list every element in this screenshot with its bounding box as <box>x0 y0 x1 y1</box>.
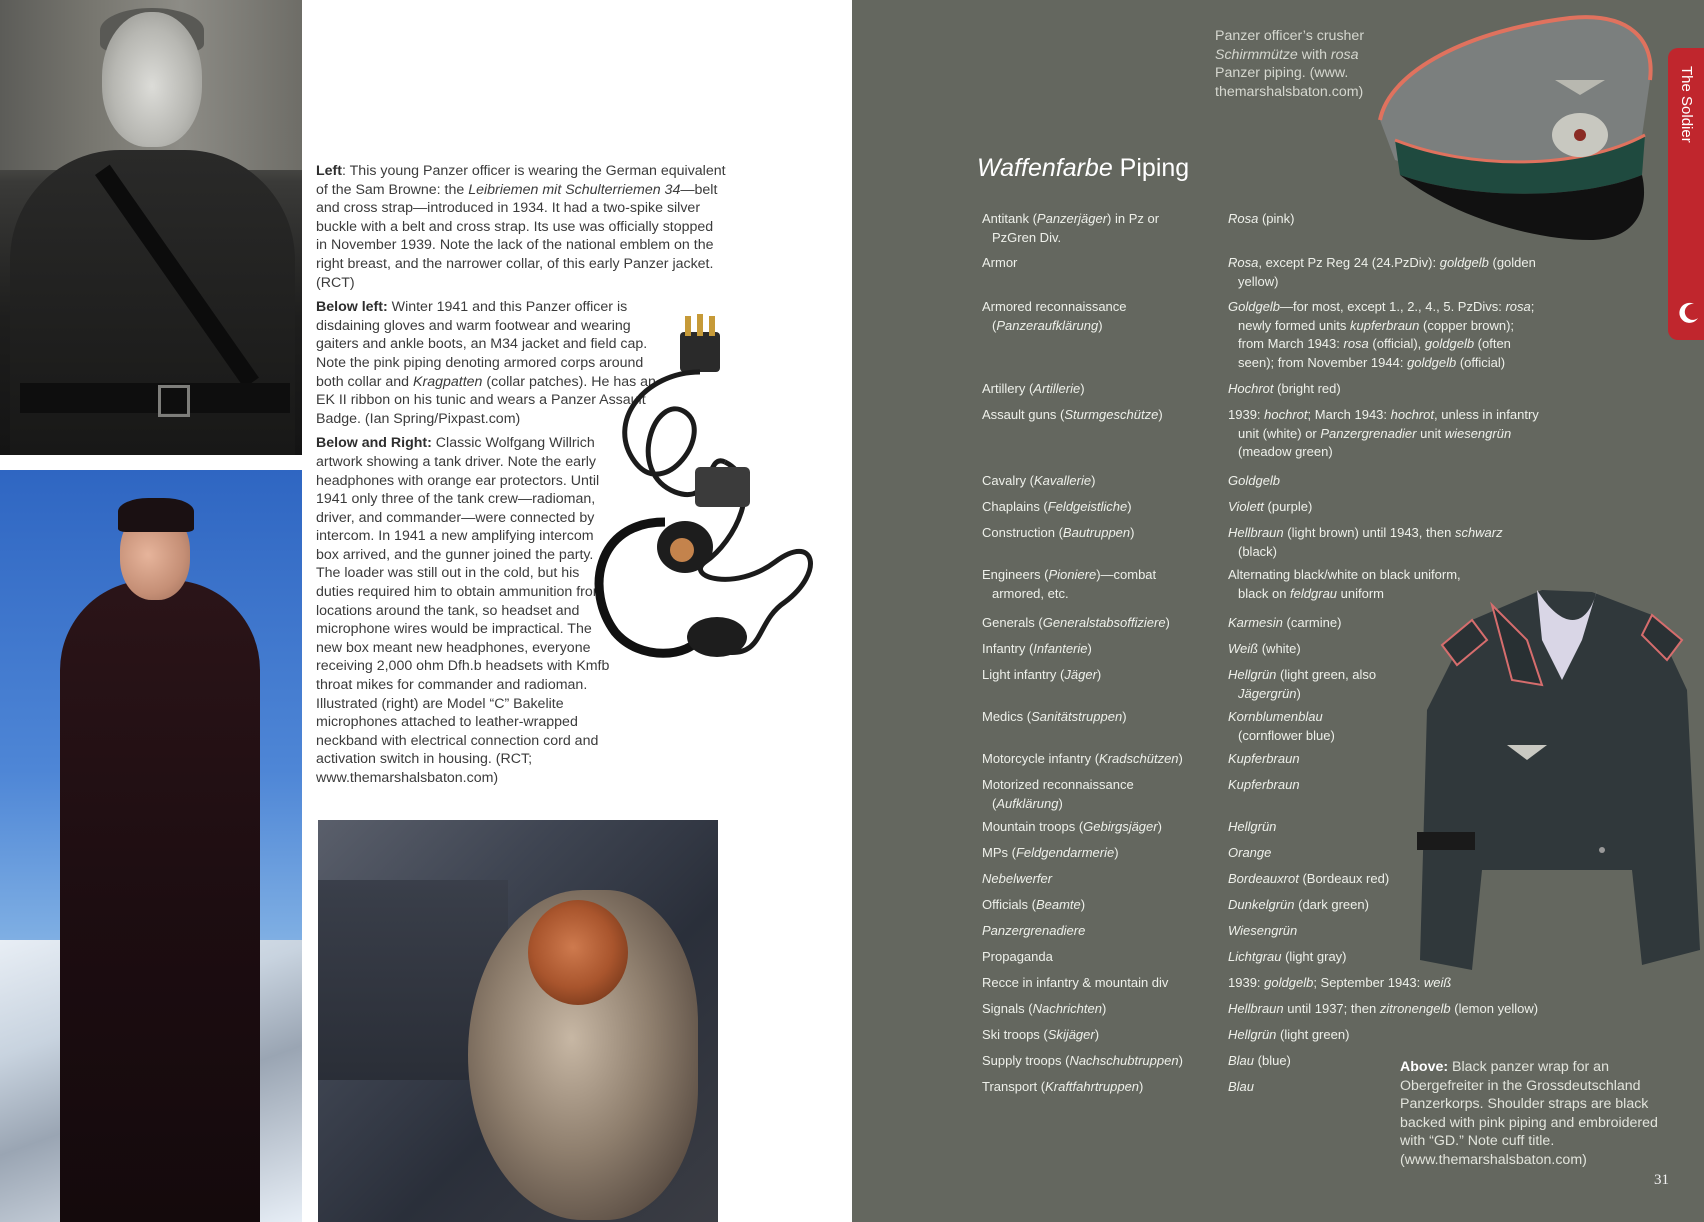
right-page <box>852 0 1704 1222</box>
piping-color: Rosa (pink) <box>1228 211 1295 226</box>
piping-color: Hellgrün (light green, also Jägergrün) <box>1228 667 1377 701</box>
piping-unit: Infantry (Infanterie) <box>982 641 1092 656</box>
piping-color: Goldgelb <box>1228 473 1281 488</box>
winter-officer-photo <box>0 470 302 1222</box>
piping-color: Karmesin (carmine) <box>1228 615 1342 630</box>
piping-color: Kupferbraun <box>1228 777 1300 792</box>
panzer-officer-photo <box>0 0 302 455</box>
piping-color: Hellbraun until 1937; then zitronengelb (lemon yellow) <box>1228 1001 1539 1016</box>
caption-left: Left: This young Panzer officer is wearing the German equivalent of the Sam Browne: the Leibriemen mit Schulterriemen 34—belt and cross strap—introduced in 1934. It had a two-spike silver buckle with a belt and cross strap. Its use was officially stopped in November 1939. Note the lack of the national emblem on the right breast, and the narrower collar, of this early Panzer jacket. (RCT) <box>316 163 726 291</box>
piping-color: Hellbraun (light brown) until 1943, then schwarz (black) <box>1228 525 1503 559</box>
piping-unit: Cavalry (Kavallerie) <box>982 473 1096 488</box>
piping-unit: Nebelwerfer <box>982 871 1053 886</box>
piping-unit: Ski troops (Skijäger) <box>982 1027 1100 1042</box>
piping-color: Kupferbraun <box>1228 751 1300 766</box>
piping-color: Alternating black/white on black uniform, black on feldgrau uniform <box>1228 567 1461 601</box>
piping-color: Rosa, except Pz Reg 24 (24.PzDiv): goldgelb (golden yellow) <box>1228 255 1536 289</box>
piping-color: Hellgrün <box>1228 819 1277 834</box>
piping-color: Hellgrün (light green) <box>1228 1027 1350 1042</box>
jacket-caption: Above: Black panzer wrap for an Obergefreiter in the Grossdeutschland Panzerkorps. Shoulder straps are black backed with pink piping and embroidered with “GD.” Note cuff title. (www.themarshalsbaton.com) <box>1400 1059 1658 1168</box>
piping-unit: Armor <box>982 255 1018 270</box>
piping-unit: Artillery (Artillerie) <box>982 381 1085 396</box>
piping-color: Kornblumenblau (cornflower blue) <box>1228 709 1335 743</box>
section-tab-label: The Soldier <box>1678 66 1695 143</box>
piping-color: Blau (blue) <box>1228 1053 1291 1068</box>
moon-icon <box>1676 300 1702 326</box>
section-title: Waffenfarbe Piping <box>977 154 1190 182</box>
piping-color: Blau <box>1228 1079 1255 1094</box>
piping-unit: Mountain troops (Gebirgsjäger) <box>982 819 1162 834</box>
willrich-tank-driver-painting <box>318 820 718 1222</box>
piping-unit: Propaganda <box>982 949 1053 964</box>
piping-color: Violett (purple) <box>1228 499 1313 514</box>
piping-color: Hochrot (bright red) <box>1228 381 1341 396</box>
piping-color: Goldgelb—for most, except 1., 2., 4., 5. PzDivs: rosa; newly formed units kupferbraun (copper brown); from March 1943: rosa (official), goldgelb (often seen); from November 1944: goldgelb (official) <box>1228 299 1535 370</box>
piping-color: Weiß (white) <box>1228 641 1301 656</box>
piping-unit: Light infantry (Jäger) <box>982 667 1102 682</box>
piping-unit: Assault guns (Sturmgeschütze) <box>982 407 1163 422</box>
piping-unit: Panzergrenadiere <box>982 923 1086 938</box>
panzer-wrap-jacket-image <box>1412 570 1702 975</box>
piping-unit: Officials (Beamte) <box>982 897 1086 912</box>
piping-unit: Chaplains (Feldgeistliche) <box>982 499 1132 514</box>
piping-color: 1939: hochrot; March 1943: hochrot, unless in infantry unit (white) or Panzergrenadier unit wiesengrün (meadow green) <box>1228 407 1539 459</box>
piping-color: Lichtgrau (light gray) <box>1228 949 1347 964</box>
headphones-microphone-image <box>585 312 835 697</box>
piping-unit: Recce in infantry & mountain div <box>982 975 1169 990</box>
piping-unit: MPs (Feldgendarmerie) <box>982 845 1119 860</box>
caption-below-right: Below and Right: Classic Wolfgang Willrich artwork showing a tank driver. Note the early headphones with orange ear protectors. Until 1941 only three of the tank crew—radioman, driver, and commander—were connected by intercom. In 1941 a new amplifying intercom box arrived, and the gunner joined the party. The loader was still out in the cold, but his duties required him to obtain ammunition from locations around the tank, so headset and microphone wires would be impractical. The new box meant new headphones, everyone receiving 2,000 ohm Dfh.b headsets with Kmfb throat mikes for commander and radioman. Illustrated (right) are Model “C” Bakelite microphones attached to leather-wrapped neckband with electrical connection cord and activation switch in housing. (RCT; www.themarshalsbaton.com) <box>316 435 610 786</box>
piping-unit: Engineers (Pioniere)—combat armored, etc. <box>982 567 1157 601</box>
piping-color: Orange <box>1228 845 1272 860</box>
piping-unit: Supply troops (Nachschubtruppen) <box>982 1053 1183 1068</box>
cap-caption: Panzer officer’s crusher Schirmmütze with rosa Panzer piping. (www. themarshalsbaton.com) <box>1215 28 1365 100</box>
piping-color: Bordeauxrot (Bordeaux red) <box>1228 871 1390 886</box>
piping-unit: Signals (Nachrichten) <box>982 1001 1107 1016</box>
piping-unit: Transport (Kraftfahrtruppen) <box>982 1079 1144 1094</box>
piping-unit: Motorcycle infantry (Kradschützen) <box>982 751 1183 766</box>
piping-color: Dunkelgrün (dark green) <box>1228 897 1369 912</box>
piping-unit: Construction (Bautruppen) <box>982 525 1135 540</box>
piping-color: 1939: goldgelb; September 1943: weiß <box>1228 975 1452 990</box>
piping-unit: Antitank (Panzerjäger) in Pz or PzGren Div. <box>982 211 1160 245</box>
caption-below-left: Below left: Winter 1941 and this Panzer officer is disdaining gloves and warm footwear and wearing gaiters and ankle boots, an M34 jacket and field cap. Note the pink piping denoting armored corps around both collar and Kragpatten (collar patches). He has an EK II ribbon on his tunic and wears a Panzer Assault Badge. (Ian Spring/Pixpast.com) <box>316 299 656 427</box>
piping-unit: Motorized reconnaissance (Aufklärung) <box>982 777 1134 811</box>
page-number: 31 <box>1654 1172 1669 1188</box>
piping-unit: Armored reconnaissance (Panzeraufklärung) <box>982 299 1127 333</box>
piping-color: Wiesengrün <box>1228 923 1298 938</box>
piping-unit: Medics (Sanitätstruppen) <box>982 709 1127 724</box>
piping-unit: Generals (Generalstabsoffiziere) <box>982 615 1170 630</box>
